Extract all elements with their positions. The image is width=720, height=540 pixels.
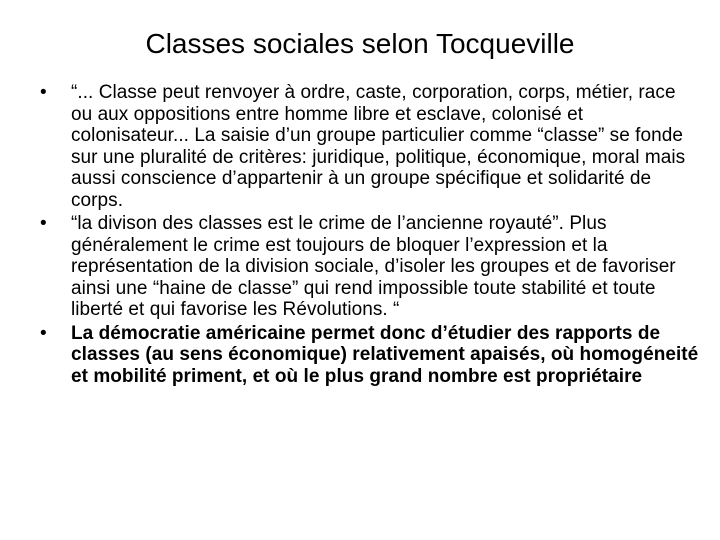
bullet-icon: • <box>40 82 47 103</box>
bullet-item-1 <box>40 82 700 211</box>
bullet-text-2: “la divison des classes est le crime de l’ancienne royauté”. Plus généralement le crime est toujours de bloquer l’expression et la représentation de la division sociale, d’isoler les groupes et de favoriser ainsi une “haine de classe” qui rend impossible toute stabilité et toute liberté et qui favorise les Révolutions. “ <box>71 213 676 320</box>
bullet-text-1: “... Classe peut renvoyer à ordre, caste, corporation, corps, métier, race ou aux oppositions entre homme libre et esclave, colonisé et colonisateur... La saisie d’un groupe particulier comme “classe” se fonde sur une pluralité de critères: juridique, politique, économique, moral mais aussi conscience d’appartenir à un groupe spécifique et solidarité de corps. <box>71 82 686 211</box>
bullet-icon: • <box>40 322 47 344</box>
bullet-icon: • <box>40 213 47 234</box>
bullet-item-2 <box>40 213 700 321</box>
bullet-item-3 <box>40 323 700 388</box>
bullet-list <box>40 82 700 389</box>
bullet-text-3: La démocratie américaine permet donc d’étudier des rapports de classes (au sens économique) relativement apaisés, où homogéneité et mobilité priment, et où le plus grand nombre est propriétaire <box>71 322 699 387</box>
slide-title: Classes sociales selon Tocqueville <box>145 28 575 59</box>
